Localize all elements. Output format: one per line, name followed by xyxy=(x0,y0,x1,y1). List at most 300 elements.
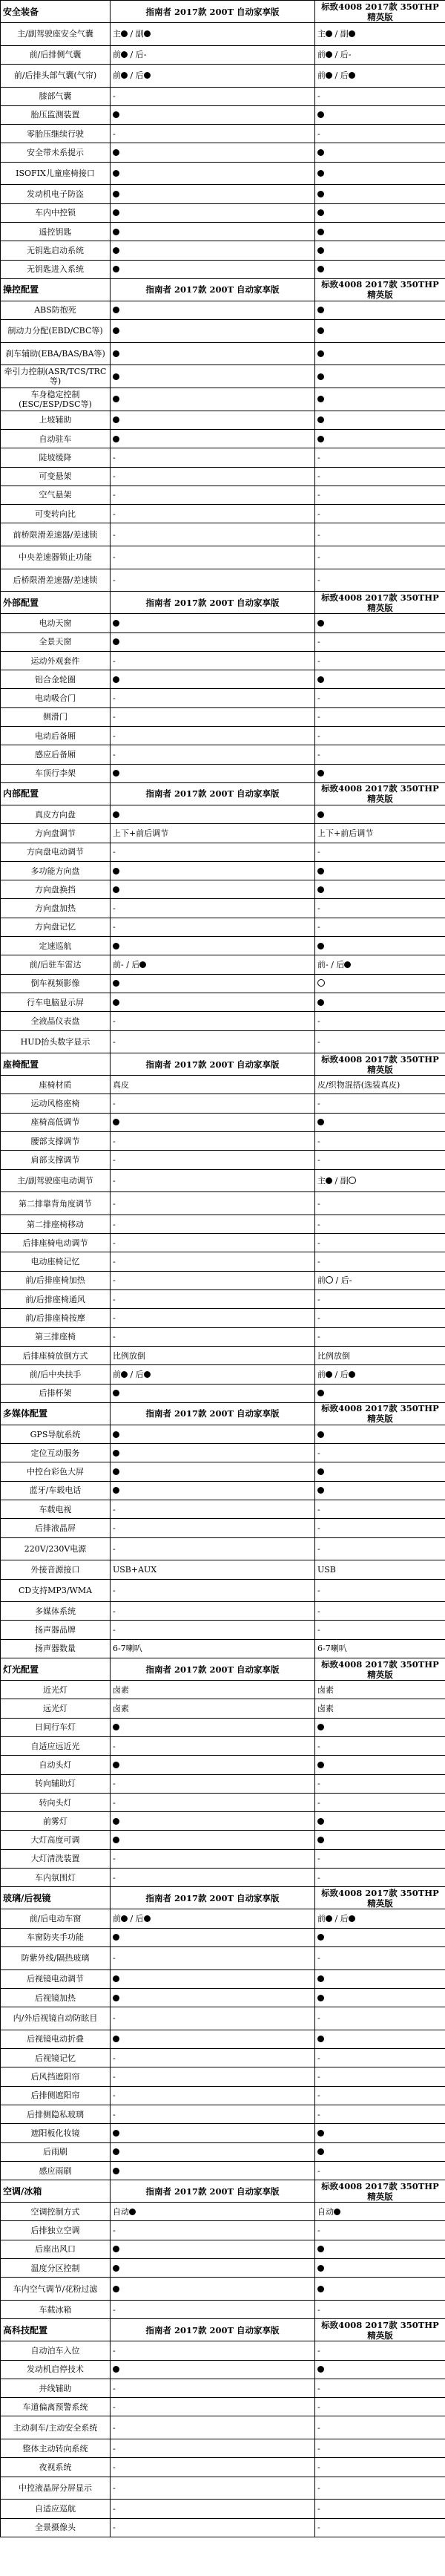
feature-value-model-2 xyxy=(315,143,445,162)
spec-row xyxy=(1,2458,445,2477)
feature-value-model-2 xyxy=(315,2360,445,2379)
feature-value-model-2: - xyxy=(315,1252,445,1271)
feature-value-model-2: - xyxy=(315,87,445,105)
spec-row xyxy=(1,632,445,651)
feature-name: 自适应巡航 xyxy=(1,2500,111,2518)
feature-value-model-1 xyxy=(111,185,315,203)
feature-value-model-2 xyxy=(315,937,445,955)
spec-row xyxy=(1,727,445,745)
feature-name: 前/后中央扶手 xyxy=(1,1365,111,1384)
feature-value-model-2: - xyxy=(315,467,445,486)
standard-dot-icon xyxy=(113,1995,119,2001)
feature-value-model-1 xyxy=(111,2240,315,2258)
feature-value-model-1: - xyxy=(111,2379,315,2397)
standard-dot-icon xyxy=(113,170,119,177)
model-name-1: 指南者 2017款 200T 自动家享版 xyxy=(111,1053,315,1076)
spec-row xyxy=(1,2203,445,2221)
spec-row xyxy=(1,467,445,486)
feature-value-model-2: - xyxy=(315,1132,445,1151)
feature-name: 前/后排头部气囊(气帘) xyxy=(1,64,111,87)
feature-value-model-2: 上下+前后调节 xyxy=(315,824,445,843)
feature-name: 后排侧隐私玻璃 xyxy=(1,2105,111,2123)
standard-dot-icon xyxy=(317,676,324,683)
feature-name: 空气悬架 xyxy=(1,486,111,504)
feature-value-model-1: - xyxy=(111,2398,315,2416)
feature-value-model-1 xyxy=(111,1756,315,1774)
model-name-2: 标致4008 2017款 350THP 精英版 xyxy=(315,1053,445,1076)
feature-value-model-2 xyxy=(315,2278,445,2301)
standard-dot-icon xyxy=(113,1934,119,1941)
feature-name: 刹车辅助(EBA/BAS/BA等) xyxy=(1,342,111,365)
spec-row xyxy=(1,651,445,670)
feature-value-model-1: - xyxy=(111,745,315,764)
feature-name: 感应后备厢 xyxy=(1,745,111,764)
feature-value-model-2 xyxy=(315,1831,445,1849)
feature-value-model-2 xyxy=(315,185,445,203)
feature-value-model-2 xyxy=(315,880,445,899)
feature-name: 前/后电动车窗 xyxy=(1,1909,111,1928)
feature-value-model-2: - xyxy=(315,1946,445,1969)
feature-value-model-1 xyxy=(111,614,315,632)
feature-value-model-2: - xyxy=(315,1290,445,1309)
feature-value-model-1 xyxy=(111,974,315,993)
feature-value-model-1: - xyxy=(111,1271,315,1289)
feature-name: 多功能方向盘 xyxy=(1,861,111,880)
standard-dot-icon xyxy=(326,30,332,37)
standard-dot-icon xyxy=(113,1487,119,1494)
model-name-1: 指南者 2017款 200T 自动家享版 xyxy=(111,1887,315,1909)
spec-row xyxy=(1,1384,445,1402)
standard-dot-icon xyxy=(113,1724,119,1730)
feature-value-model-2 xyxy=(315,1988,445,2007)
model-name-2: 标致4008 2017款 350THP 精英版 xyxy=(315,278,445,301)
standard-dot-icon xyxy=(326,1177,332,1184)
feature-value-model-1: - xyxy=(111,1309,315,1327)
feature-value-model-1 xyxy=(111,2259,315,2278)
feature-value-model-2: - xyxy=(315,486,445,504)
feature-name: 后风挡遮阳帘 xyxy=(1,2067,111,2086)
standard-dot-icon xyxy=(121,72,128,79)
model-name-2: 标致4008 2017款 350THP 精英版 xyxy=(315,1402,445,1425)
feature-name: 后排液晶屏 xyxy=(1,1519,111,1537)
standard-dot-icon xyxy=(317,2130,324,2137)
spec-row xyxy=(1,1444,445,1462)
feature-value-model-1: - xyxy=(111,1946,315,1969)
standard-dot-icon xyxy=(317,1818,324,1825)
standard-dot-icon xyxy=(344,961,351,968)
spec-row xyxy=(1,64,445,87)
feature-name: 全景天窗 xyxy=(1,632,111,651)
standard-dot-icon xyxy=(113,416,119,423)
feature-value-model-1 xyxy=(111,241,315,260)
standard-dot-icon xyxy=(113,436,119,442)
feature-value-model-2 xyxy=(315,342,445,365)
feature-value-model-1 xyxy=(111,411,315,429)
feature-value-model-2: - xyxy=(315,1602,445,1621)
feature-value-model-2: 前 / 后 xyxy=(315,64,445,87)
feature-name: 远光灯 xyxy=(1,1699,111,1718)
section-title: 灯光配置 xyxy=(1,1658,111,1681)
section-header-row xyxy=(1,1,445,23)
spec-row xyxy=(1,241,445,260)
spec-row xyxy=(1,105,445,124)
feature-value-model-2: - xyxy=(315,2398,445,2416)
model-name-2: 标致4008 2017款 350THP 精英版 xyxy=(315,1,445,23)
feature-value-model-1: - xyxy=(111,1234,315,1252)
standard-dot-icon xyxy=(317,1995,324,2001)
feature-value-model-1: - xyxy=(111,2086,315,2105)
feature-name: 发动机启停技术 xyxy=(1,2360,111,2379)
spec-row xyxy=(1,2161,445,2180)
feature-value-model-2: - xyxy=(315,689,445,707)
feature-value-model-1 xyxy=(111,2161,315,2180)
model-name-1: 指南者 2017款 200T 自动家享版 xyxy=(111,2319,315,2341)
feature-name: 近光灯 xyxy=(1,1681,111,1699)
standard-dot-icon xyxy=(317,373,324,380)
feature-value-model-2: - xyxy=(315,2439,445,2458)
feature-name: 感应雨刷 xyxy=(1,2161,111,2180)
standard-dot-icon xyxy=(113,266,119,272)
feature-value-model-2 xyxy=(315,429,445,448)
feature-value-model-2: - xyxy=(315,569,445,592)
spec-row xyxy=(1,1969,445,1988)
standard-dot-icon xyxy=(317,1837,324,1843)
feature-name: 可变转向比 xyxy=(1,505,111,523)
feature-name: 转向辅助灯 xyxy=(1,1774,111,1793)
feature-value-model-2: - xyxy=(315,2221,445,2240)
feature-value-model-2: - xyxy=(315,546,445,569)
standard-dot-icon xyxy=(113,943,119,949)
feature-value-model-1 xyxy=(111,880,315,899)
feature-value-model-2: - xyxy=(315,523,445,546)
feature-value-model-1: - xyxy=(111,1621,315,1639)
feature-name: 外接音源接口 xyxy=(1,1560,111,1579)
feature-name: 方向盘换挡 xyxy=(1,880,111,899)
spec-row xyxy=(1,899,445,918)
feature-name: 运动外观套件 xyxy=(1,651,111,670)
spec-row xyxy=(1,2379,445,2397)
section-title: 操控配置 xyxy=(1,278,111,301)
section-title: 多媒体配置 xyxy=(1,1402,111,1425)
section-header-row xyxy=(1,592,445,614)
feature-name: 大灯高度可调 xyxy=(1,1831,111,1849)
spec-row xyxy=(1,429,445,448)
spec-row xyxy=(1,764,445,782)
feature-value-model-1 xyxy=(111,203,315,222)
feature-name: 遥控钥匙 xyxy=(1,222,111,241)
feature-name: 安全带未系提示 xyxy=(1,143,111,162)
section-header-row xyxy=(1,1658,445,1681)
standard-dot-icon xyxy=(317,307,324,313)
standard-dot-icon xyxy=(121,1915,128,1922)
spec-row xyxy=(1,2240,445,2258)
feature-value-model-1: - xyxy=(111,1012,315,1030)
standard-dot-icon xyxy=(334,2209,340,2215)
spec-row xyxy=(1,2500,445,2518)
feature-name: 倒车视频影像 xyxy=(1,974,111,993)
feature-name: 定位互动服务 xyxy=(1,1444,111,1462)
feature-value-model-1: 前 / 后 xyxy=(111,1909,315,1928)
feature-value-model-1: - xyxy=(111,1215,315,1233)
feature-name: 第三排座椅 xyxy=(1,1327,111,1346)
spec-row xyxy=(1,203,445,222)
optional-ring-icon xyxy=(317,979,325,987)
feature-value-model-1 xyxy=(111,1831,315,1849)
feature-value-model-1: - xyxy=(111,727,315,745)
spec-row xyxy=(1,505,445,523)
model-name-1: 指南者 2017款 200T 自动家享版 xyxy=(111,278,315,301)
feature-value-model-1: - xyxy=(111,546,315,569)
feature-value-model-1: 前- / 后 xyxy=(111,955,315,974)
feature-value-model-1: - xyxy=(111,87,315,105)
spec-row xyxy=(1,2030,445,2048)
standard-dot-icon xyxy=(113,327,119,334)
spec-row xyxy=(1,569,445,592)
feature-value-model-2: - xyxy=(315,1537,445,1560)
feature-value-model-1 xyxy=(111,1481,315,1500)
feature-value-model-1: 卤素 xyxy=(111,1681,315,1699)
feature-value-model-2: - xyxy=(315,1012,445,1030)
standard-dot-icon xyxy=(113,229,119,235)
spec-row xyxy=(1,1519,445,1537)
feature-name: 车内空气调节/花粉过滤 xyxy=(1,2278,111,2301)
feature-value-model-2: - xyxy=(315,2518,445,2537)
standard-dot-icon xyxy=(317,2366,324,2373)
section-header-row xyxy=(1,1053,445,1076)
feature-value-model-1: - xyxy=(111,2458,315,2477)
feature-value-model-2 xyxy=(315,764,445,782)
standard-dot-icon xyxy=(317,811,324,818)
feature-value-model-2: 前 / 后 xyxy=(315,1909,445,1928)
standard-dot-icon xyxy=(113,1818,119,1825)
spec-row xyxy=(1,2398,445,2416)
spec-row xyxy=(1,125,445,143)
spec-row xyxy=(1,2259,445,2278)
standard-dot-icon xyxy=(121,30,128,37)
spec-row xyxy=(1,1774,445,1793)
feature-value-model-1: - xyxy=(111,2439,315,2458)
feature-value-model-2: - xyxy=(315,2086,445,2105)
feature-value-model-2: - xyxy=(315,1736,445,1755)
feature-value-model-1: - xyxy=(111,1132,315,1151)
feature-name: 车内氛围灯 xyxy=(1,1869,111,1887)
feature-value-model-2 xyxy=(315,1384,445,1402)
spec-row xyxy=(1,955,445,974)
feature-name: 车内中控锁 xyxy=(1,203,111,222)
standard-dot-icon xyxy=(113,1431,119,1438)
feature-value-model-2: - xyxy=(315,2477,445,2500)
spec-row xyxy=(1,260,445,278)
feature-value-model-1: 上下+前后调节 xyxy=(111,824,315,843)
spec-row xyxy=(1,320,445,343)
spec-row xyxy=(1,1462,445,1481)
feature-value-model-2: - xyxy=(315,125,445,143)
feature-name: 方向盘加热 xyxy=(1,899,111,918)
spec-row xyxy=(1,689,445,707)
feature-value-model-1 xyxy=(111,1988,315,2007)
feature-value-model-1 xyxy=(111,222,315,241)
feature-value-model-2: - xyxy=(315,2500,445,2518)
standard-dot-icon xyxy=(113,886,119,893)
feature-name: 扬声器数量 xyxy=(1,1639,111,1658)
feature-value-model-2 xyxy=(315,241,445,260)
standard-dot-icon xyxy=(113,191,119,197)
feature-name: 方向盘调节 xyxy=(1,824,111,843)
feature-name: 牵引力控制(ASR/TCS/TRC等) xyxy=(1,365,111,388)
feature-value-model-2: - xyxy=(315,2049,445,2067)
feature-name: 后排侧遮阳帘 xyxy=(1,2086,111,2105)
standard-dot-icon xyxy=(317,770,324,777)
feature-value-model-2 xyxy=(315,105,445,124)
standard-dot-icon xyxy=(113,638,119,645)
feature-value-model-2: - xyxy=(315,745,445,764)
standard-dot-icon xyxy=(317,999,324,1006)
feature-value-model-2: - xyxy=(315,1215,445,1233)
feature-name: 行车电脑显示屏 xyxy=(1,993,111,1011)
feature-value-model-2 xyxy=(315,320,445,343)
feature-value-model-1: - xyxy=(111,1579,315,1602)
feature-value-model-1: - xyxy=(111,505,315,523)
spec-row xyxy=(1,1756,445,1774)
feature-value-model-1: - xyxy=(111,2500,315,2518)
feature-value-model-2: - xyxy=(315,843,445,861)
spec-row xyxy=(1,707,445,726)
feature-value-model-2: - xyxy=(315,1869,445,1887)
spec-row xyxy=(1,1831,445,1849)
feature-name: 方向盘电动调节 xyxy=(1,843,111,861)
feature-name: 肩部支撑调节 xyxy=(1,1151,111,1169)
feature-value-model-2: - xyxy=(315,918,445,936)
feature-value-model-1 xyxy=(111,2124,315,2142)
spec-row xyxy=(1,342,445,365)
feature-value-model-2: - xyxy=(315,1774,445,1793)
standard-dot-icon xyxy=(113,676,119,683)
section-header-row xyxy=(1,278,445,301)
feature-name: 夜视系统 xyxy=(1,2458,111,2477)
feature-name: 自动驻车 xyxy=(1,429,111,448)
feature-value-model-2 xyxy=(315,2124,445,2142)
feature-value-model-2: - xyxy=(315,1519,445,1537)
feature-value-model-1 xyxy=(111,388,315,411)
standard-dot-icon xyxy=(317,396,324,402)
spec-row xyxy=(1,2477,445,2500)
feature-name: 座椅材质 xyxy=(1,1076,111,1094)
feature-value-model-2: 卤素 xyxy=(315,1699,445,1718)
feature-value-model-1: - xyxy=(111,1793,315,1811)
feature-name: 后视镜加热 xyxy=(1,1988,111,2007)
feature-value-model-2: 6-7喇叭 xyxy=(315,1639,445,1658)
feature-name: 电动吸合门 xyxy=(1,689,111,707)
spec-row xyxy=(1,937,445,955)
spec-row xyxy=(1,1909,445,1928)
model-name-1: 指南者 2017款 200T 自动家享版 xyxy=(111,782,315,805)
feature-value-model-1 xyxy=(111,632,315,651)
spec-row xyxy=(1,1012,445,1030)
spec-row xyxy=(1,2300,445,2318)
spec-row xyxy=(1,486,445,504)
feature-value-model-2 xyxy=(315,1969,445,1988)
feature-value-model-1: - xyxy=(111,2007,315,2030)
section-title: 内部配置 xyxy=(1,782,111,805)
spec-row xyxy=(1,2360,445,2379)
feature-value-model-2: - xyxy=(315,2300,445,2318)
spec-row xyxy=(1,1327,445,1346)
feature-value-model-1: - xyxy=(111,2221,315,2240)
feature-value-model-2: - xyxy=(315,2379,445,2397)
standard-dot-icon xyxy=(317,1762,324,1768)
spec-row xyxy=(1,1192,445,1215)
feature-name: 蓝牙/车载电话 xyxy=(1,1481,111,1500)
feature-name: 220V/230V电源 xyxy=(1,1537,111,1560)
feature-name: 胎压监测装置 xyxy=(1,105,111,124)
feature-value-model-2 xyxy=(315,2030,445,2048)
feature-value-model-2: - xyxy=(315,505,445,523)
standard-dot-icon xyxy=(317,111,324,118)
feature-value-model-2 xyxy=(315,1756,445,1774)
standard-dot-icon xyxy=(317,2036,324,2042)
spec-row xyxy=(1,2278,445,2301)
feature-value-model-1: - xyxy=(111,569,315,592)
feature-name: 中央差速器锁止功能 xyxy=(1,546,111,569)
spec-row xyxy=(1,2518,445,2537)
feature-value-model-2 xyxy=(315,162,445,185)
standard-dot-icon xyxy=(121,1371,128,1378)
feature-value-model-2: 前- / 后 xyxy=(315,955,445,974)
standard-dot-icon xyxy=(317,229,324,235)
feature-value-model-2 xyxy=(315,1113,445,1131)
feature-value-model-2: - xyxy=(315,2161,445,2180)
optional-ring-icon xyxy=(326,1276,333,1284)
feature-value-model-2: - xyxy=(315,2341,445,2360)
feature-value-model-1: - xyxy=(111,1327,315,1346)
feature-name: 温度分区控制 xyxy=(1,2259,111,2278)
spec-row xyxy=(1,2049,445,2067)
standard-dot-icon xyxy=(113,620,119,627)
spec-row xyxy=(1,843,445,861)
feature-value-model-2: - xyxy=(315,1234,445,1252)
spec-row xyxy=(1,2341,445,2360)
feature-name: 座椅高低调节 xyxy=(1,1113,111,1131)
standard-dot-icon xyxy=(317,1390,324,1396)
feature-value-model-1 xyxy=(111,105,315,124)
feature-value-model-2 xyxy=(315,805,445,823)
standard-dot-icon xyxy=(317,620,324,627)
spec-row xyxy=(1,448,445,467)
standard-dot-icon xyxy=(317,416,324,423)
spec-row xyxy=(1,2124,445,2142)
feature-value-model-2 xyxy=(315,222,445,241)
standard-dot-icon xyxy=(317,1431,324,1438)
spec-row xyxy=(1,1132,445,1151)
feature-name: 腰部支撑调节 xyxy=(1,1132,111,1151)
standard-dot-icon xyxy=(113,2130,119,2137)
feature-value-model-1 xyxy=(111,429,315,448)
feature-name: 全景摄像头 xyxy=(1,2518,111,2537)
feature-value-model-2: 自动 xyxy=(315,2203,445,2221)
model-name-1: 指南者 2017款 200T 自动家享版 xyxy=(111,2180,315,2203)
standard-dot-icon xyxy=(317,247,324,254)
feature-value-model-1: - xyxy=(111,1151,315,1169)
feature-value-model-2: - xyxy=(315,1793,445,1811)
feature-value-model-2: 前 / 后- xyxy=(315,1271,445,1289)
feature-value-model-1 xyxy=(111,2278,315,2301)
feature-value-model-1 xyxy=(111,670,315,689)
feature-name: 发动机电子防盗 xyxy=(1,185,111,203)
feature-value-model-1: - xyxy=(111,2518,315,2537)
feature-value-model-1: - xyxy=(111,448,315,467)
spec-row xyxy=(1,880,445,899)
standard-dot-icon xyxy=(317,266,324,272)
